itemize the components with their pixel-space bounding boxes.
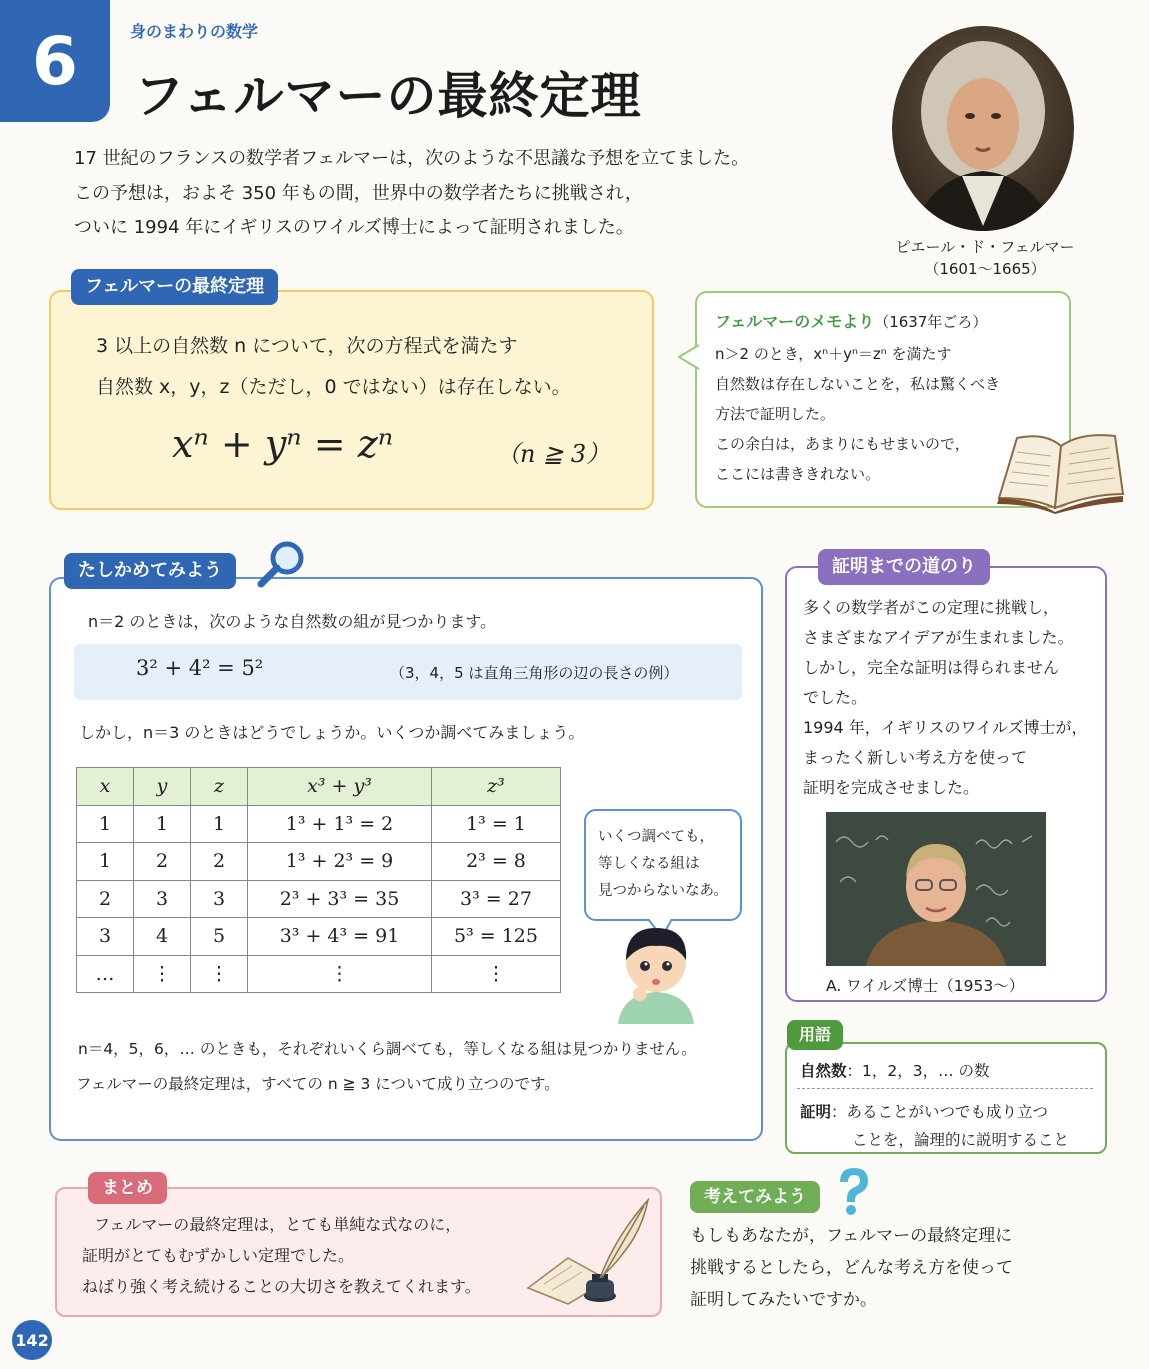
pythagorean-note: （3，4，5 は直角三角形の辺の長さの例） [390, 664, 679, 682]
table-cell: 4 [134, 918, 191, 956]
road-line: でした。 [803, 688, 868, 707]
glossary-term: 自然数 [800, 1062, 847, 1080]
thought-line: いくつ調べても， [598, 829, 714, 845]
table-row [77, 918, 561, 956]
glossary-tab: 用語 [787, 1020, 843, 1050]
page-number: 142 [12, 1320, 52, 1360]
table-row [77, 955, 561, 993]
conclusion-line: フェルマーの最終定理は，すべての n ≧ 3 について成り立つのです。 [76, 1075, 560, 1093]
table-cell: 1³ = 1 [432, 805, 561, 843]
theorem-equation: xⁿ + yⁿ = zⁿ [172, 422, 394, 466]
fermat-portrait [892, 26, 1074, 231]
n2-line: n＝2 のときは，次のような自然数の組が見つかります。 [88, 612, 497, 631]
memo-line: ここには書ききれない。 [715, 465, 881, 483]
table-cell: 3 [134, 880, 191, 918]
table-cell: 1³ + 1³ = 2 [248, 805, 432, 843]
table-cell: 5 [191, 918, 248, 956]
trial-table [76, 767, 561, 993]
road-line: 1994 年，イギリスのワイルズ博士が， [803, 718, 1088, 737]
intro-line: 17 世紀のフランスの数学者フェルマーは，次のような不思議な予想を立てました。 [74, 148, 750, 169]
magnifier-icon [255, 540, 307, 588]
table-row [77, 843, 561, 881]
theorem-statement [96, 326, 636, 408]
road-line: さまざまなアイデアが生まれました。 [803, 628, 1074, 647]
glossary-term: 証明 [800, 1103, 832, 1121]
table-cell: 3 [191, 880, 248, 918]
check-section-tab: たしかめてみよう [64, 553, 236, 589]
chapter-number-badge: 6 [0, 0, 110, 122]
memo-line: 方法で証明した。 [715, 405, 836, 423]
table-cell: ⋮ [432, 955, 561, 993]
table-cell: 3 [77, 918, 134, 956]
table-cell: 1 [77, 843, 134, 881]
table-cell: 2 [191, 843, 248, 881]
header-x: x [77, 768, 134, 806]
table-cell: 1 [77, 805, 134, 843]
memo-title [715, 309, 987, 332]
memo-date: （1637年ごろ） [874, 313, 988, 331]
thought-text [598, 824, 738, 905]
theorem-line: 自然数 x，y，z（ただし，0 ではない）は存在しない。 [96, 376, 571, 398]
glossary-definition: ：1，2，3，… の数 [846, 1062, 990, 1080]
road-line: まったく新しい考え方を使って [803, 748, 1028, 767]
summary-text [82, 1209, 552, 1302]
glossary-definition-cont: ことを，論理的に説明すること [852, 1131, 1070, 1149]
road-to-proof-text [803, 593, 1103, 803]
summary-line: ねばり強く考え続けることの大切さを教えてくれます。 [82, 1277, 481, 1296]
portrait-name: ピエール・ド・フェルマー [895, 238, 1075, 256]
table-cell: 2 [134, 843, 191, 881]
pythagorean-equation: 3² + 4² = 5² [136, 656, 264, 680]
thinking-boy-illustration [612, 920, 700, 1024]
table-cell: ⋮ [134, 955, 191, 993]
intro-line: この予想は，およそ 350 年もの間，世界中の数学者たちに挑戦され， [74, 182, 643, 204]
memo-line: n＞2 のとき，xⁿ＋yⁿ＝zⁿ を満たす [715, 345, 952, 363]
theorem-line: 3 以上の自然数 n について，次の方程式を満たす [96, 335, 518, 357]
think-tab: 考えてみよう [690, 1181, 820, 1213]
series-label: 身のまわりの数学 [130, 22, 259, 41]
glossary-divider [797, 1088, 1093, 1089]
page-title: フェルマーの最終定理 [134, 67, 642, 125]
table-row [77, 880, 561, 918]
summary-tab: まとめ [88, 1172, 167, 1204]
wiles-caption: A. ワイルズ博士（1953〜） [826, 977, 1025, 995]
glossary-definition: ：あることがいつでも成り立つ [831, 1103, 1049, 1121]
summary-line: 証明がとてもむずかしい定理でした。 [82, 1246, 355, 1265]
thought-line: 等しくなる組は [598, 856, 700, 872]
think-line: もしもあなたが，フェルマーの最終定理に [690, 1226, 1013, 1246]
table-header-row [77, 768, 561, 806]
memo-line: この余白は，あまりにもせまいので， [715, 435, 970, 453]
road-line: 多くの数学者がこの定理に挑戦し， [803, 598, 1060, 617]
table-cell: 1³ + 2³ = 9 [248, 843, 432, 881]
bubble-tail [677, 343, 701, 373]
table-cell: 2³ = 8 [432, 843, 561, 881]
table-cell: 1 [191, 805, 248, 843]
portrait-years: （1601〜1665） [924, 260, 1046, 278]
portrait-caption [880, 236, 1090, 280]
road-line: 証明を完成させました。 [803, 778, 980, 797]
more-n-line: n＝4，5，6，… のときも，それぞれいくら調べても，等しくなる組は見つかりません。 [78, 1040, 697, 1058]
wiles-photo [826, 812, 1046, 966]
intro-paragraph [74, 142, 834, 246]
theorem-tab: フェルマーの最終定理 [71, 269, 278, 305]
header-sum: x³ + y³ [248, 768, 432, 806]
table-cell: 2³ + 3³ = 35 [248, 880, 432, 918]
glossary-entry-natural-number [800, 1059, 990, 1081]
quill-and-ink-illustration [524, 1196, 654, 1308]
header-y: y [134, 768, 191, 806]
table-cell: 2 [77, 880, 134, 918]
open-book-illustration [995, 428, 1127, 514]
road-line: しかし，完全な証明は得られません [803, 658, 1060, 677]
header-cube: z³ [432, 768, 561, 806]
summary-line: フェルマーの最終定理は，とても単純な式なのに， [94, 1215, 462, 1234]
table-cell: ⋮ [248, 955, 432, 993]
think-line: 挑戦するとしたら，どんな考え方を使って [690, 1258, 1013, 1278]
theorem-condition: （n ≧ 3） [496, 440, 611, 468]
table-cell: 5³ = 125 [432, 918, 561, 956]
thought-line: 見つからないなあ。 [598, 883, 728, 899]
table-cell: … [77, 955, 134, 993]
table-cell: ⋮ [191, 955, 248, 993]
glossary-entry-proof [800, 1098, 1069, 1154]
table-cell: 3³ + 4³ = 91 [248, 918, 432, 956]
think-line: 証明してみたいですか。 [690, 1290, 877, 1310]
table-row [77, 805, 561, 843]
memo-line: 自然数は存在しないことを，私は驚くべき [715, 375, 1001, 393]
table-cell: 3³ = 27 [432, 880, 561, 918]
intro-line: ついに 1994 年にイギリスのワイルズ博士によって証明されました。 [74, 217, 634, 238]
road-to-proof-tab: 証明までの道のり [818, 549, 990, 585]
table-cell: 1 [134, 805, 191, 843]
n3-line: しかし，n＝3 のときはどうでしょうか。いくつか調べてみましょう。 [79, 723, 585, 742]
question-mark-icon [832, 1166, 874, 1216]
header-z: z [191, 768, 248, 806]
memo-title-text: フェルマーのメモより [715, 312, 875, 331]
think-text [690, 1220, 1130, 1316]
